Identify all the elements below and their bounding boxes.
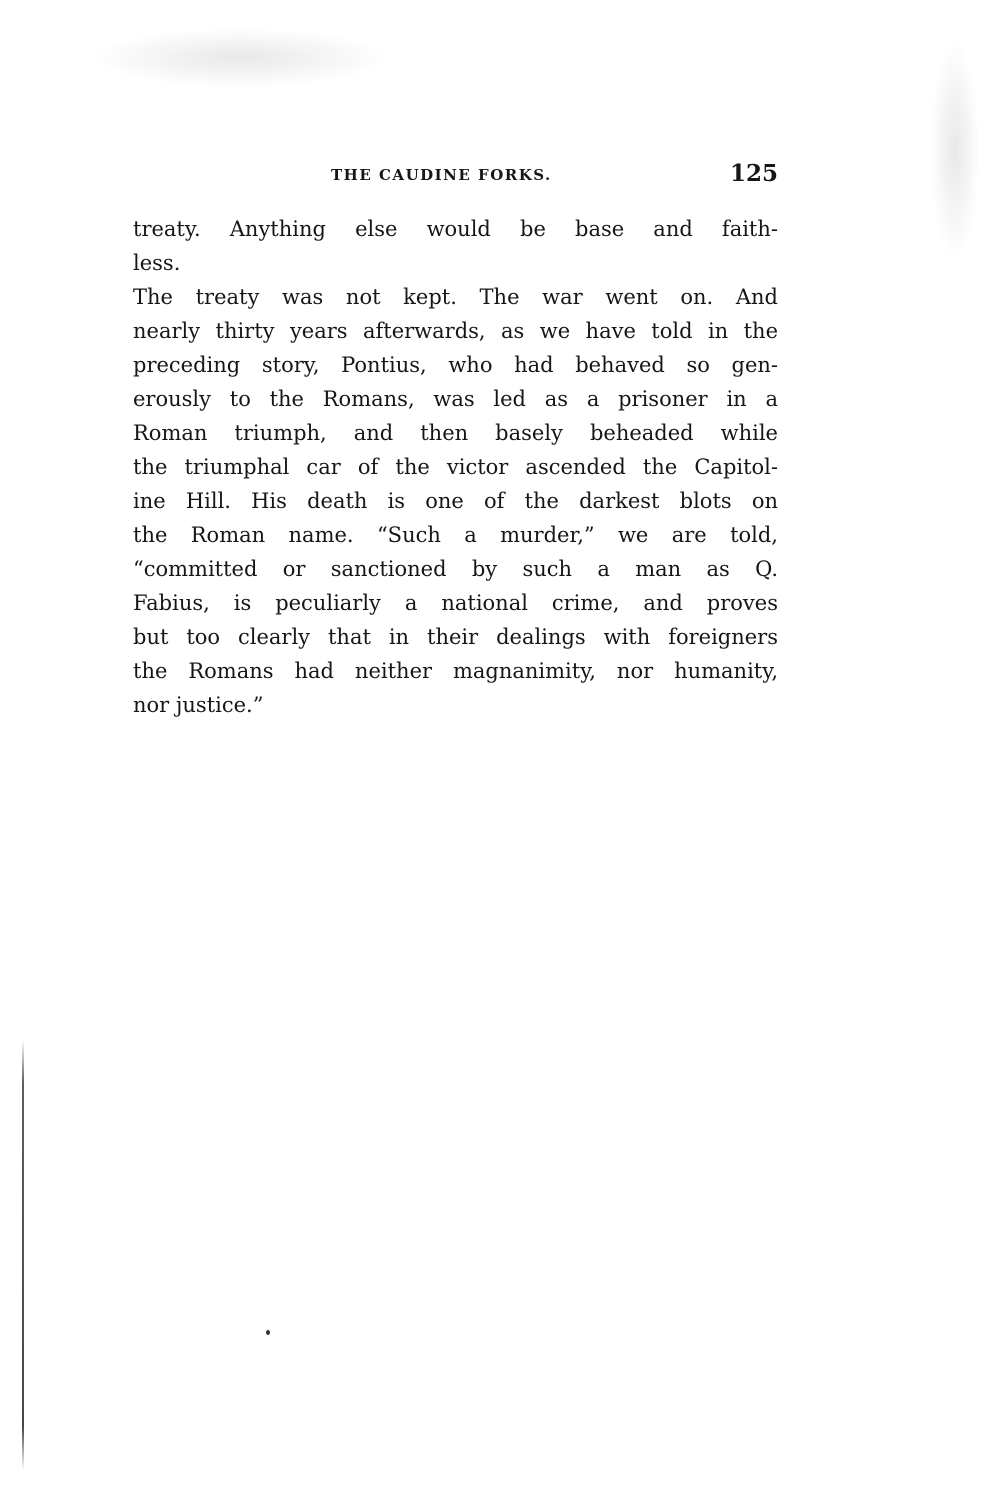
ink-speck — [266, 1330, 270, 1335]
text-line: erously to the Romans, was led as a prisoner in a — [133, 387, 778, 411]
text-line: Fabius, is peculiarly a national crime, and proves — [133, 591, 778, 615]
text-line: but too clearly that in their dealings with foreigners — [133, 625, 778, 649]
binding-edge-line — [22, 1040, 24, 1470]
text-line: treaty. Anything else would be base and faith- — [133, 217, 778, 241]
body-text — [133, 212, 778, 722]
text-line: The treaty was not kept. The war went on. And — [133, 285, 778, 309]
running-head — [133, 158, 778, 198]
text-line: “committed or sanctioned by such a man as Q. — [133, 557, 778, 581]
paragraph-1 — [133, 212, 778, 280]
text-line: preceding story, Pontius, who had behaved so gen- — [133, 353, 778, 377]
chapter-title: THE CAUDINE FORKS. — [331, 166, 552, 184]
text-line: the Roman name. “Such a murder,” we are told, — [133, 523, 778, 547]
text-line: the Romans had neither magnanimity, nor humanity, — [133, 659, 778, 683]
text-line: the triumphal car of the victor ascended the Capitol- — [133, 455, 778, 479]
text-line: ine Hill. His death is one of the darkest blots on — [133, 489, 778, 513]
text-line: nearly thirty years afterwards, as we have told in the — [133, 319, 778, 343]
scan-smudge-right — [930, 40, 980, 260]
scan-smudge-top — [90, 28, 390, 88]
page-number: 125 — [729, 160, 778, 187]
text-line: Roman triumph, and then basely beheaded while — [133, 421, 778, 445]
text-line: less. — [133, 251, 181, 275]
text-line: nor justice.” — [133, 693, 264, 717]
paragraph-2 — [133, 280, 778, 722]
